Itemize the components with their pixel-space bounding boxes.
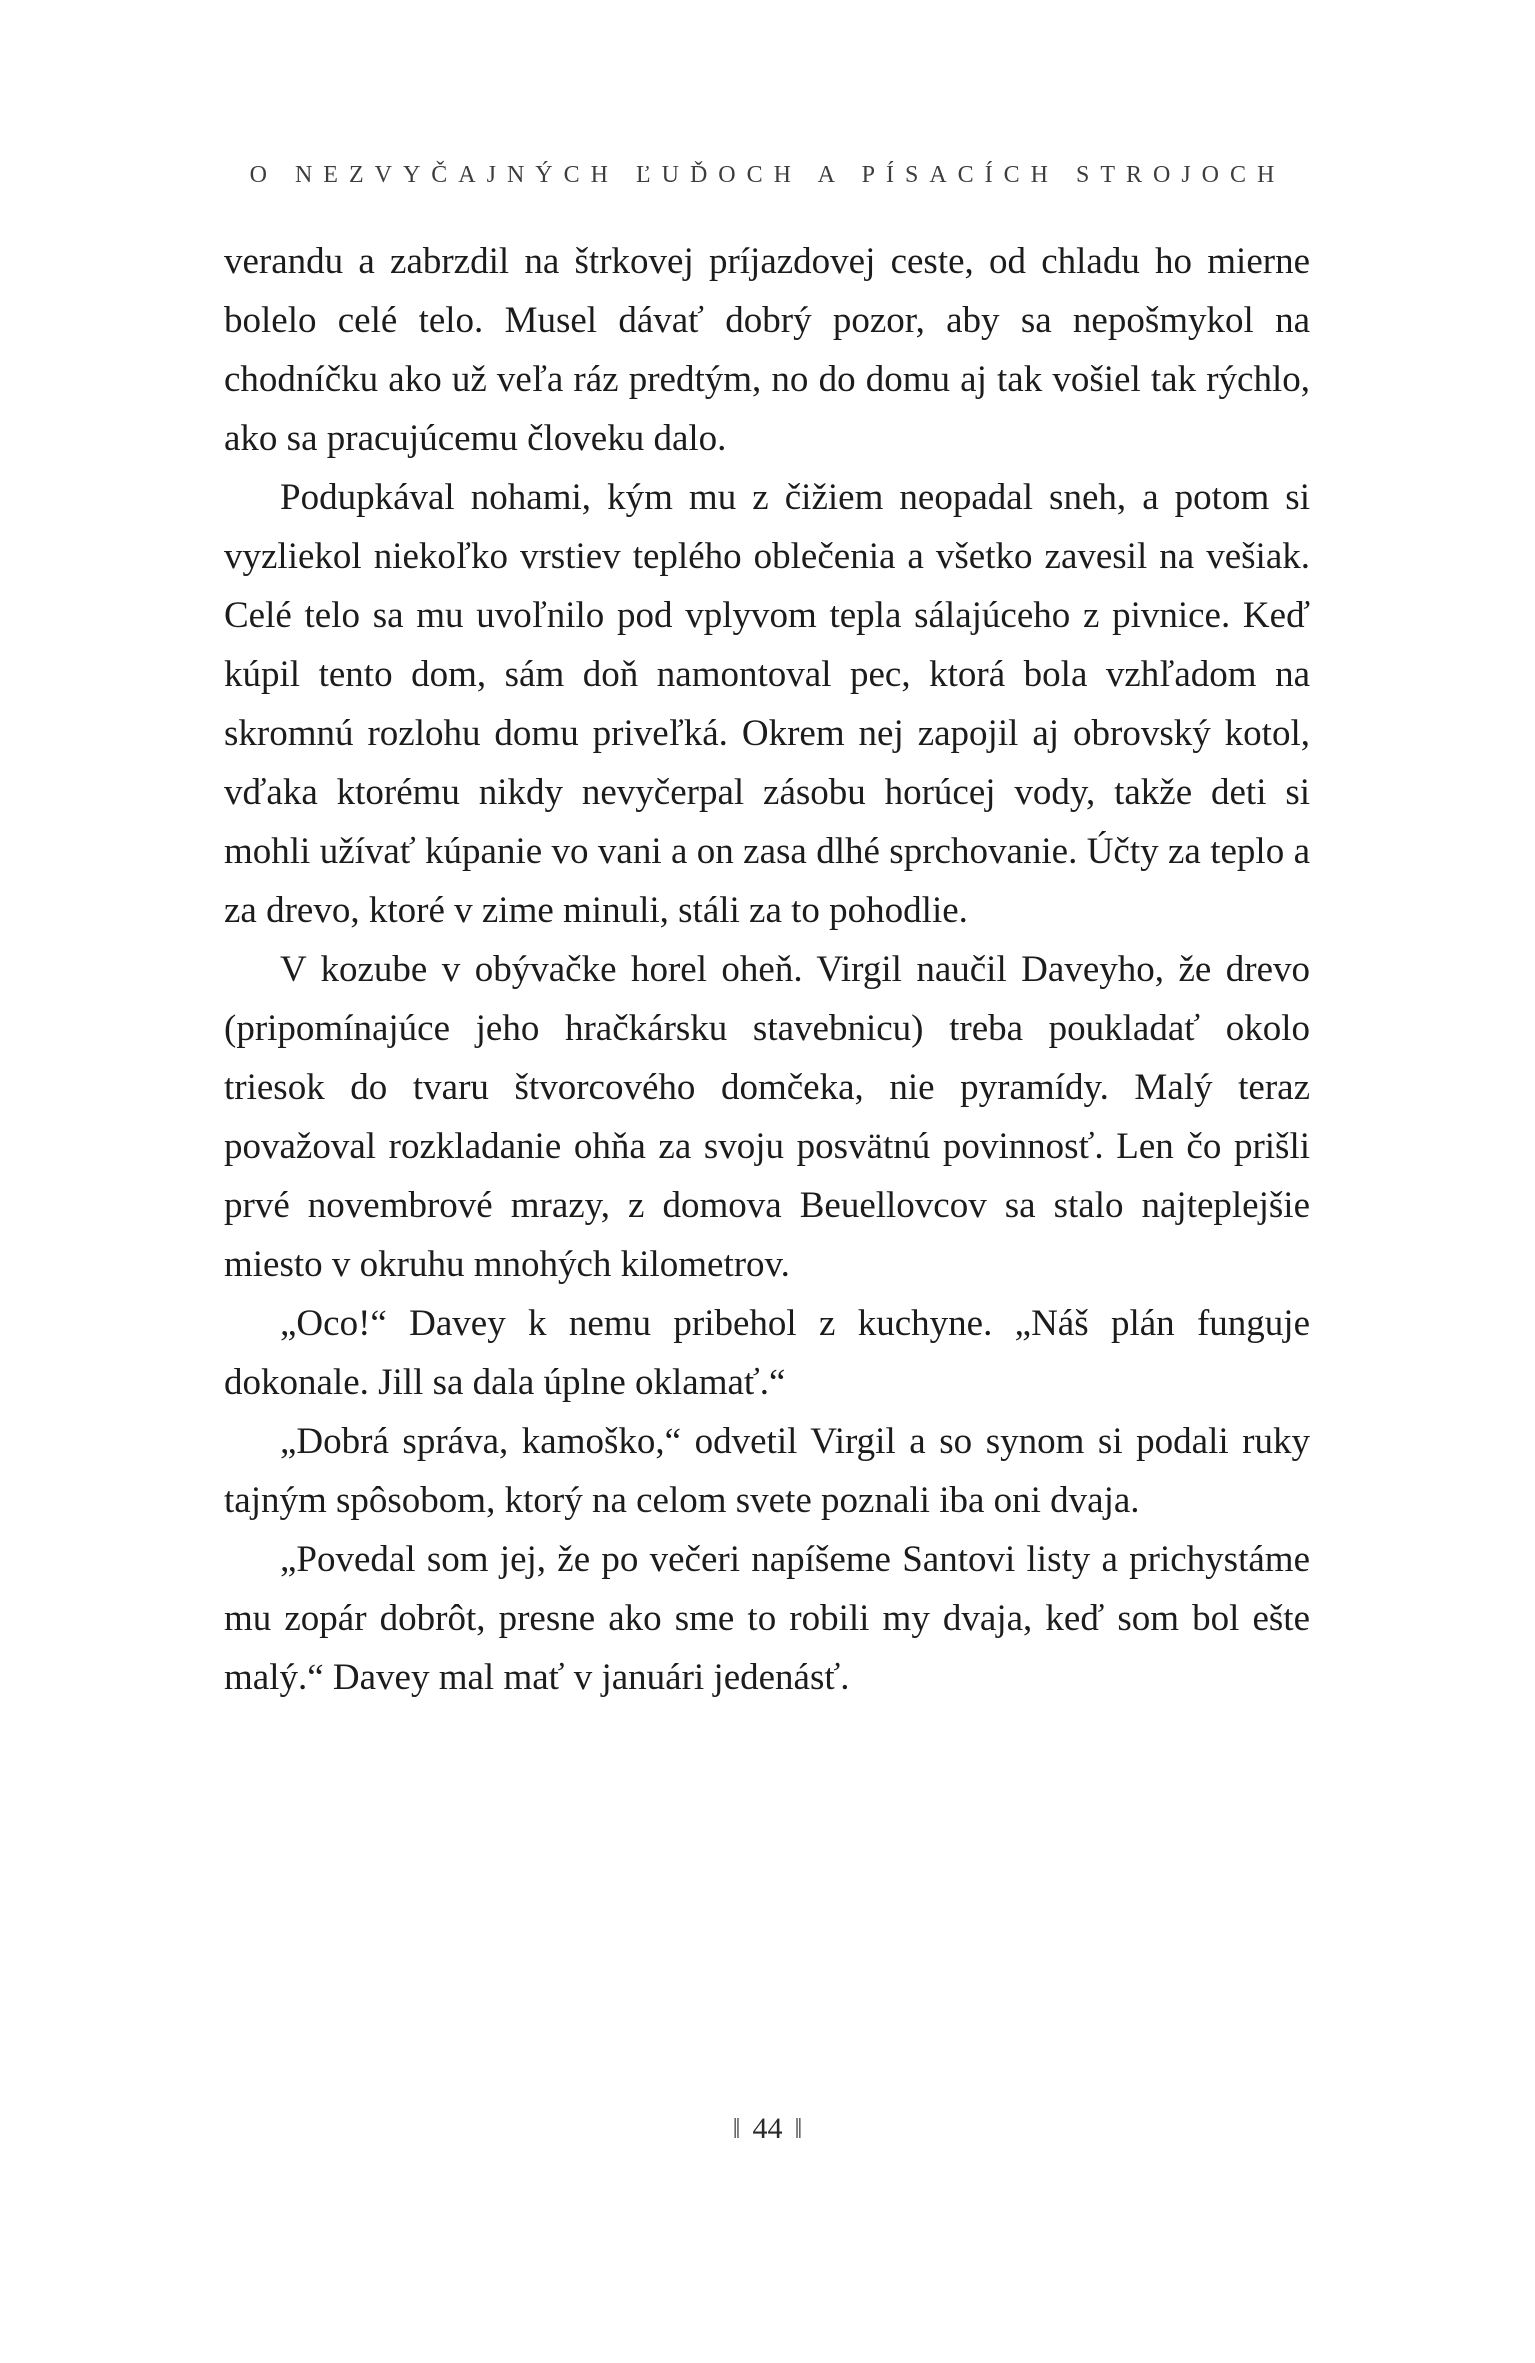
footer-ornament-left: ‖	[732, 2114, 741, 2145]
body-text-block	[224, 232, 1310, 1707]
body-paragraph: „Povedal som jej, že po večeri napíšeme Santovi listy a prichystáme mu zopár dobrôt, presne ako sme to robili my dvaja, keď som bol ešte malý.“ Davey mal mať v januári jedenásť.	[224, 1539, 1310, 1698]
page-footer	[0, 2112, 1535, 2146]
body-paragraph: „Oco!“ Davey k nemu pribehol z kuchyne. „Náš plán funguje dokonale. Jill sa dala úplne oklamať.“	[224, 1303, 1310, 1403]
running-header: O NEZVYČAJNÝCH ĽUĎOCH A PÍSACÍCH STROJOCH	[249, 162, 1286, 188]
body-paragraph: verandu a zabrzdil na štrkovej príjazdovej ceste, od chladu ho mierne bolelo celé telo. Musel dávať dobrý pozor, aby sa nepošmykol na chodníčku ako už veľa ráz predtým, no do domu aj tak vošiel tak rýchlo, ako sa pracujúcemu človeku dalo.	[224, 241, 1310, 459]
body-paragraph: Podupkával nohami, kým mu z čižiem neopadal sneh, a potom si vyzliekol niekoľko vrstiev teplého oblečenia a všetko zavesil na vešiak. Celé telo sa mu uvoľnilo pod vplyvom tepla sálajúceho z pivnice. Keď kúpil tento dom, sám doň namontoval pec, ktorá bola vzhľadom na skromnú rozlohu domu priveľká. Okrem nej zapojil aj obrovský kotol, vďaka ktorému nikdy nevyčerpal zásobu horúcej vody, takže deti si mohli užívať kúpanie vo vani a on zasa dlhé sprchovanie. Účty za teplo a za drevo, ktoré v zime minuli, stáli za to pohodlie.	[224, 477, 1310, 931]
footer-ornament-right: ‖	[794, 2114, 803, 2145]
page-number: 44	[752, 2112, 783, 2145]
body-paragraph: „Dobrá správa, kamoško,“ odvetil Virgil a so synom si podali ruky tajným spôsobom, ktorý na celom svete poznali iba oni dvaja.	[224, 1421, 1310, 1521]
body-paragraph: V kozube v obývačke horel oheň. Virgil naučil Daveyho, že drevo (pripomínajúce jeho hračkársku stavebnicu) treba poukladať okolo triesok do tvaru štvorcového domčeka, nie pyramídy. Malý teraz považoval rozkladanie ohňa za svoju posvätnú povinnosť. Len čo prišli prvé novembrové mrazy, z domova Beuellovcov sa stalo najteplejšie miesto v okruhu mnohých kilometrov.	[224, 949, 1310, 1285]
